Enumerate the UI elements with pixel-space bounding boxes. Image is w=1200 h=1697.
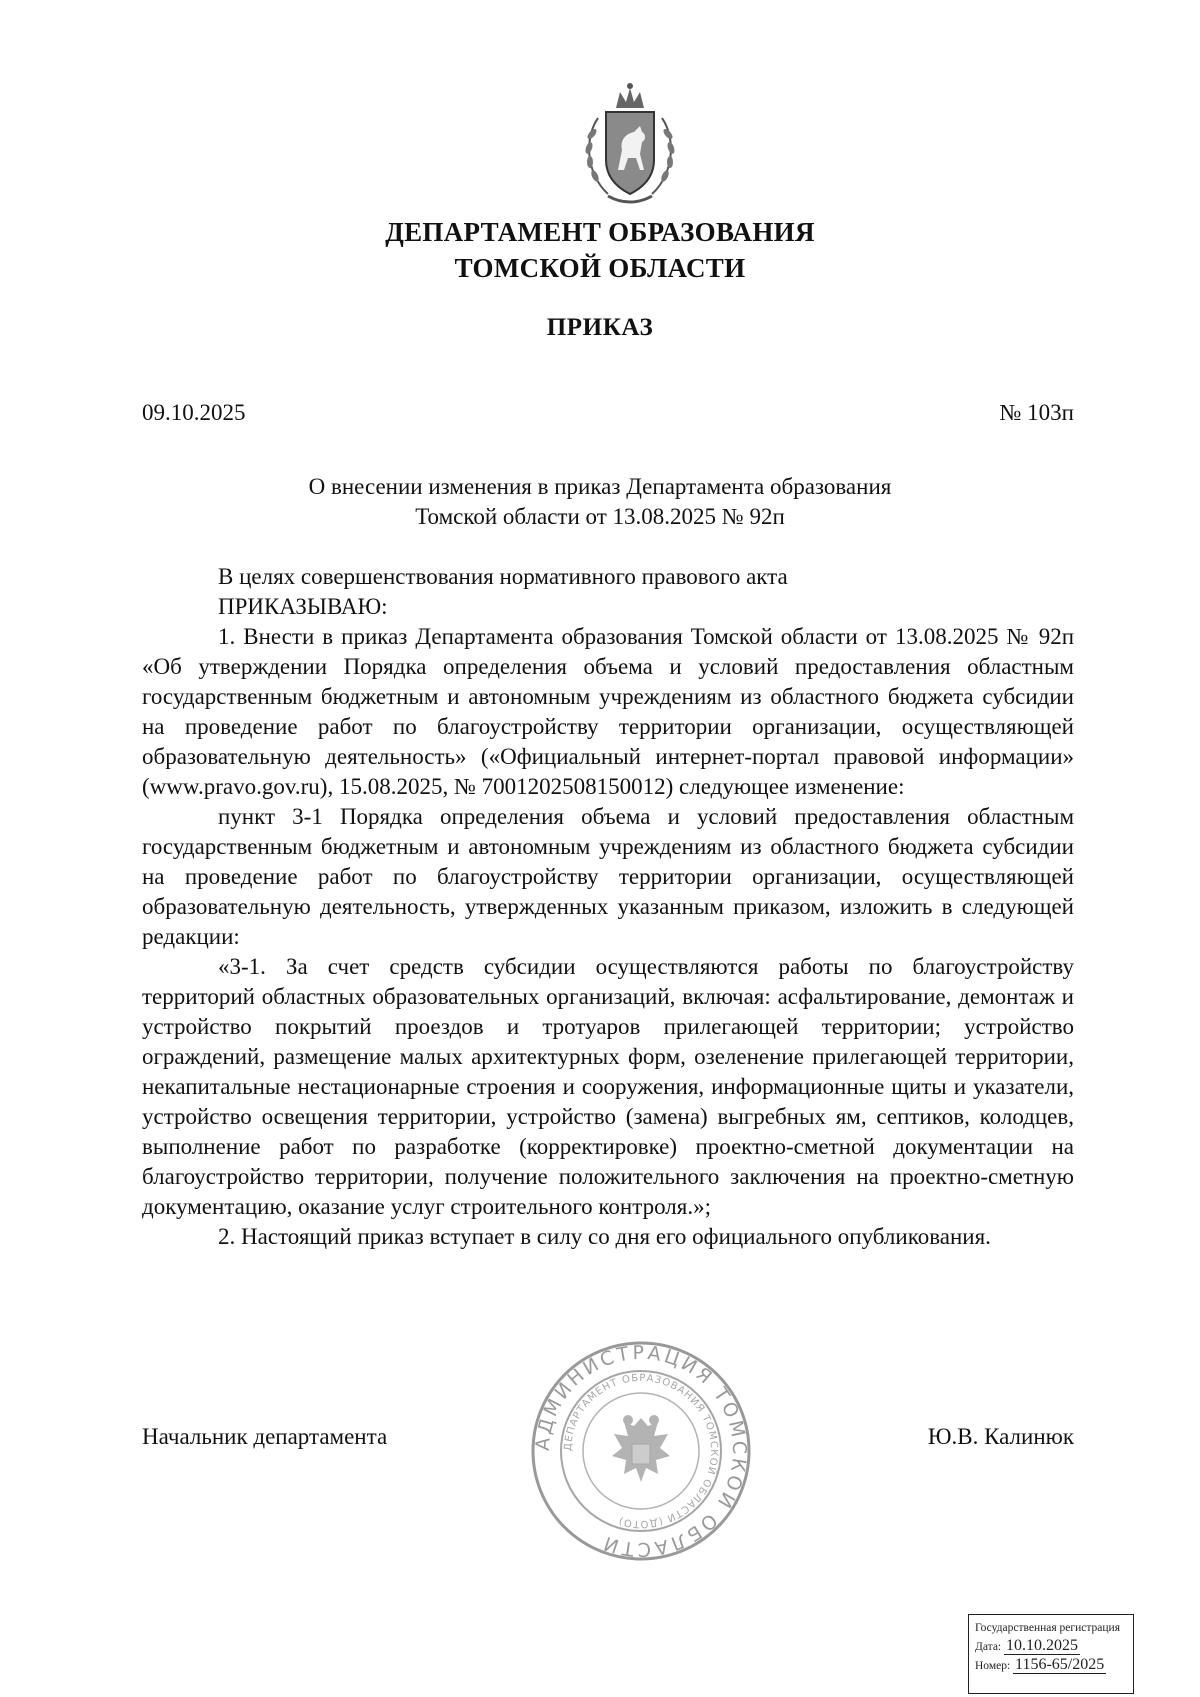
registration-date-value: 10.10.2025	[1006, 1637, 1078, 1654]
organization-name-line1: ДЕПАРТАМЕНТ ОБРАЗОВАНИЯ	[385, 217, 815, 247]
clause-1-amendment-text: «3-1. За счет средств субсидии осуществляются работы по благоустройству территорий областных образовательных организаций, включая: асфальтирование, демонтаж и устройство покрытий проездов и тротуаров прилегающей территории; устройство ограждений, размещение малых архитектурных форм, озеленение прилегающей территории, некапитальные нестационарные строения и сооружения, информационные щиты и указатели, устройство освещения территории, устройство (замена) выгребных ям, септиков, колодцев, выполнение работ по разработке (корректировке) проектно-сметной документации на благоустройство территории, получение положительного заключения на проектно-сметную документацию, оказание услуг строительного контроля.»;	[142, 954, 1074, 1219]
registration-number-value: 1156-65/2025	[1015, 1656, 1105, 1673]
signatory-name: Ю.В. Калинюк	[927, 1424, 1074, 1449]
registration-number-row	[975, 1656, 1127, 1675]
registration-number-label: Номер:	[975, 1660, 1011, 1672]
preamble-paragraph: В целях совершенствования нормативного правового акта	[218, 564, 788, 589]
document-number: № 103п	[999, 400, 1074, 425]
document-title-line1: О внесении изменения в приказ Департамента образования	[308, 474, 892, 499]
seal-outer-text: АДМИНИСТРАЦИЯ ТОМСКОЙ ОБЛАСТИ	[531, 1341, 751, 1561]
signatory-position: Начальник департамента	[142, 1424, 388, 1449]
organization-name-line2: ТОМСКОЙ ОБЛАСТИ	[454, 253, 746, 283]
document-type: ПРИКАЗ	[546, 314, 654, 341]
registration-stamp-box	[968, 1614, 1134, 1694]
registration-date-row	[975, 1637, 1127, 1656]
clause-1-amendment-intro: пункт 3-1 Порядка определения объема и условий предоставления областным государственным бюджетным и автономным учреждениям из областного бюджета субсидии на проведение работ по благоустройству территории организации, осуществляющей образовательную деятельность, утвержденных указанным приказом, изложить в следующей редакции:	[142, 804, 1074, 949]
registration-date-label: Дата:	[975, 1641, 1002, 1653]
order-keyword: ПРИКАЗЫВАЮ:	[218, 594, 388, 619]
clause-2-paragraph: 2. Настоящий приказ вступает в силу со дня его официального опубликования.	[218, 1224, 991, 1249]
document-body	[142, 562, 1074, 1252]
seal-inner-text: ДЕПАРТАМЕНТ ОБРАЗОВАНИЯ ТОМСКОЙ ОБЛАСТИ (ДОТО)	[562, 1372, 720, 1530]
registration-heading: Государственная регистрация	[975, 1622, 1120, 1634]
official-seal-stamp	[530, 1340, 752, 1562]
document-date: 09.10.2025	[142, 400, 246, 425]
document-title-line2: Томской области от 13.08.2025 № 92п	[415, 504, 785, 529]
clause-1-paragraph: 1. Внести в приказ Департамента образования Томской области от 13.08.2025 № 92п «Об утверждении Порядка определения объема и условий предоставления областным государственным бюджетным и автономным учреждениям из областного бюджета субсидии на проведение работ по благоустройству территории организации, осуществляющей образовательную деятельность» («Официальный интернет-портал правовой информации» (www.pravo.gov.ru), 15.08.2025, № 7001202508150012) следующее изменение:	[142, 624, 1074, 799]
coat-of-arms-emblem	[578, 78, 682, 208]
